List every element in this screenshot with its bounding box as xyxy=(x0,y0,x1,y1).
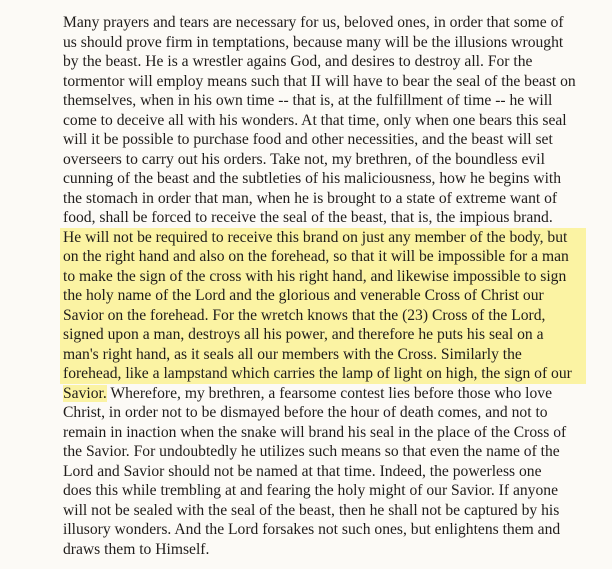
highlighted-line: He will not be required to receive this brand on just any member of the body, but xyxy=(60,228,586,248)
document-text xyxy=(63,13,583,559)
highlighted-fragment: Savior. xyxy=(63,384,107,402)
text-line: will it be possible to purchase food and other necessities, and the beast will set xyxy=(63,131,553,148)
text-line: food, shall be forced to receive the seal of the beast, that is, the impious brand. xyxy=(63,209,553,226)
text-line: does this while trembling at and fearing the holy might of our Savior. If anyone xyxy=(63,482,558,499)
highlighted-line: to make the sign of the cross with his right hand, and likewise impossible to sign xyxy=(60,267,586,287)
text-line: Christ, in order not to be dismayed before the hour of death comes, and not to xyxy=(63,404,548,421)
text-line: Lord and Savior should not be named at that time. Indeed, the powerless one xyxy=(63,462,542,480)
highlighted-line: the holy name of the Lord and the glorious and venerable Cross of Christ our xyxy=(60,286,586,306)
highlighted-line: signed upon a man, destroys all his power, and therefore he puts his seal on a xyxy=(60,325,586,345)
highlighted-line: on the right hand and also on the forehead, so that it will be impossible for a man xyxy=(60,247,586,267)
highlighted-line: Savior on the forehead. For the wretch knows that the (23) Cross of the Lord, xyxy=(60,306,586,326)
highlighted-line: forehead, like a lampstand which carries the lamp of light on high, the sign of our xyxy=(60,364,586,384)
highlighted-line: man's right hand, as it seals all our members with the Cross. Similarly the xyxy=(60,345,586,365)
text-line: the stomach in order that man, when he is brought to a state of extreme want of xyxy=(63,189,558,207)
text-line: illusory wonders. And the Lord forsakes not such ones, but enlightens them and xyxy=(63,521,561,538)
text-line: by the beast. He is a wrestler agains God, and desires to destroy all. For the xyxy=(63,53,533,70)
text-line: themselves, when in his own time -- that is, at the fulfillment of time -- he will xyxy=(63,92,553,109)
text-line: remain in inaction when the snake will brand his seal in the place of the Cross of xyxy=(63,423,567,441)
text-line: overseers to carry out his orders. Take not, my brethren, of the boundless evil xyxy=(63,150,545,168)
text-line: will not be sealed with the seal of the beast, then he shall not be captured by his xyxy=(63,501,560,519)
text-line: draws them to Himself. xyxy=(63,540,210,558)
text-line: Many prayers and tears are necessary for us, beloved ones, in order that some of xyxy=(63,14,564,31)
mixed-line xyxy=(63,384,583,404)
text-line: tormentor will employ means such that II will have to bear the seal of the beast on xyxy=(63,72,576,90)
text-line: cunning of the beast and the subtleties of his maliciousness, how he begins with xyxy=(63,170,562,187)
text-line: us should prove firm in temptations, because many will be the illusions wrought xyxy=(63,33,564,51)
text-fragment: Wherefore, my brethren, a fearsome contest lies before those who love xyxy=(106,384,553,402)
text-line: come to deceive all with his wonders. At that time, only when one bears this seal xyxy=(63,111,567,129)
text-line: the Savior. For undoubtedly he utilizes such means so that even the name of the xyxy=(63,443,560,460)
